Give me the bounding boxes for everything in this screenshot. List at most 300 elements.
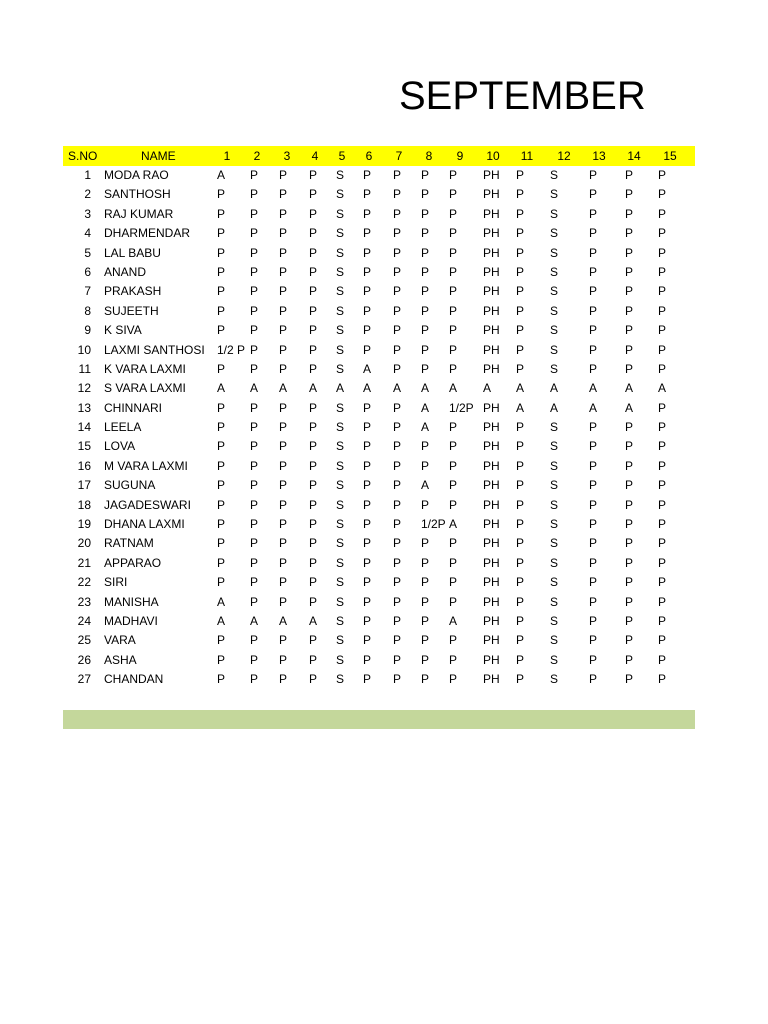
attendance-mark: A: [550, 381, 559, 396]
attendance-mark: P: [217, 536, 226, 551]
attendance-mark: A: [421, 420, 430, 435]
row-sno: 10: [77, 342, 91, 357]
attendance-mark: P: [449, 497, 458, 512]
attendance-mark: P: [217, 323, 226, 338]
attendance-mark: P: [279, 226, 288, 241]
attendance-mark: P: [217, 245, 226, 260]
row-name: MADHAVI: [104, 613, 158, 628]
attendance-mark: PH: [483, 226, 500, 241]
attendance-mark: P: [589, 206, 598, 221]
attendance-mark: P: [589, 168, 598, 182]
attendance-mark: P: [449, 420, 458, 435]
attendance-mark: P: [625, 633, 634, 648]
attendance-mark: PH: [483, 633, 500, 648]
attendance-mark: P: [217, 652, 226, 667]
attendance-mark: P: [516, 284, 525, 299]
attendance-mark: P: [217, 633, 226, 648]
attendance-mark: A: [516, 381, 525, 396]
attendance-mark: P: [516, 555, 525, 570]
attendance-mark: P: [363, 206, 372, 221]
attendance-mark: P: [363, 633, 372, 648]
attendance-mark: PH: [483, 458, 500, 473]
attendance-mark: P: [279, 264, 288, 279]
attendance-mark: P: [393, 478, 402, 493]
attendance-mark: P: [309, 187, 318, 202]
attendance-mark: A: [449, 613, 458, 628]
attendance-mark: P: [658, 245, 667, 260]
row-sno: 22: [77, 575, 91, 590]
row-name: ANAND: [104, 264, 147, 279]
attendance-mark: P: [625, 613, 634, 628]
attendance-mark: P: [250, 633, 259, 648]
header-sno: S.NO: [68, 149, 98, 163]
attendance-mark: P: [250, 575, 259, 590]
header-day: 13: [592, 149, 606, 163]
attendance-mark: P: [309, 400, 318, 415]
row-name: DHANA LAXMI: [104, 517, 185, 532]
attendance-mark: P: [516, 672, 525, 687]
table-row: [63, 224, 695, 243]
attendance-mark: A: [250, 613, 259, 628]
attendance-mark: P: [217, 555, 226, 570]
attendance-mark: P: [250, 323, 259, 338]
attendance-mark: P: [658, 575, 667, 590]
attendance-mark: P: [589, 245, 598, 260]
attendance-mark: S: [336, 575, 345, 590]
attendance-mark: P: [449, 342, 458, 357]
attendance-mark: S: [336, 633, 345, 648]
attendance-mark: S: [336, 264, 345, 279]
attendance-mark: P: [589, 497, 598, 512]
attendance-mark: P: [516, 575, 525, 590]
attendance-mark: P: [363, 652, 372, 667]
attendance-mark: P: [589, 361, 598, 376]
row-name: S VARA LAXMI: [104, 381, 186, 396]
attendance-mark: A: [309, 613, 318, 628]
attendance-mark: P: [393, 672, 402, 687]
attendance-mark: S: [336, 613, 345, 628]
attendance-mark: P: [309, 536, 318, 551]
attendance-mark: S: [336, 439, 345, 454]
attendance-mark: S: [550, 575, 559, 590]
attendance-mark: P: [217, 264, 226, 279]
attendance-mark: P: [589, 672, 598, 687]
attendance-mark: P: [449, 168, 458, 182]
attendance-mark: P: [658, 400, 667, 415]
attendance-mark: A: [250, 381, 259, 396]
attendance-mark: P: [279, 497, 288, 512]
table-row: [63, 670, 695, 689]
attendance-mark: S: [550, 342, 559, 357]
attendance-mark: P: [393, 168, 402, 182]
attendance-mark: S: [550, 439, 559, 454]
attendance-mark: P: [217, 361, 226, 376]
attendance-mark: P: [658, 555, 667, 570]
attendance-mark: P: [250, 517, 259, 532]
header-day: 10: [486, 149, 500, 163]
attendance-mark: P: [449, 555, 458, 570]
attendance-mark: P: [309, 478, 318, 493]
header-day: 8: [425, 149, 433, 163]
attendance-mark: A: [625, 400, 634, 415]
attendance-mark: P: [625, 284, 634, 299]
attendance-mark: P: [279, 168, 288, 182]
attendance-mark: P: [363, 439, 372, 454]
attendance-mark: P: [449, 536, 458, 551]
attendance-mark: PH: [483, 187, 500, 202]
attendance-mark: P: [421, 245, 430, 260]
attendance-mark: P: [516, 168, 525, 182]
table-row: [63, 612, 695, 631]
attendance-mark: P: [625, 420, 634, 435]
table-row: [63, 496, 695, 515]
attendance-mark: P: [658, 284, 667, 299]
attendance-mark: P: [658, 672, 667, 687]
attendance-mark: P: [658, 652, 667, 667]
attendance-mark: S: [550, 633, 559, 648]
attendance-mark: P: [393, 361, 402, 376]
attendance-mark: S: [550, 497, 559, 512]
attendance-mark: S: [550, 652, 559, 667]
attendance-mark: P: [250, 342, 259, 357]
attendance-mark: P: [393, 458, 402, 473]
attendance-mark: P: [516, 613, 525, 628]
attendance-mark: P: [250, 245, 259, 260]
attendance-mark: S: [336, 652, 345, 667]
attendance-mark: P: [363, 555, 372, 570]
attendance-mark: P: [625, 439, 634, 454]
attendance-mark: P: [516, 517, 525, 532]
attendance-mark: PH: [483, 168, 500, 182]
attendance-mark: P: [279, 206, 288, 221]
attendance-mark: P: [589, 517, 598, 532]
attendance-mark: S: [336, 478, 345, 493]
attendance-mark: P: [279, 594, 288, 609]
attendance-mark: P: [309, 575, 318, 590]
attendance-mark: P: [309, 633, 318, 648]
attendance-mark: A: [658, 381, 667, 396]
attendance-mark: P: [393, 497, 402, 512]
attendance-mark: P: [393, 303, 402, 318]
attendance-mark: P: [421, 226, 430, 241]
row-sno: 14: [77, 420, 91, 435]
attendance-mark: S: [336, 420, 345, 435]
attendance-mark: P: [421, 555, 430, 570]
row-name: SANTHOSH: [104, 187, 171, 202]
attendance-mark: P: [421, 361, 430, 376]
attendance-mark: S: [550, 245, 559, 260]
attendance-mark: A: [217, 613, 226, 628]
table-row: [63, 166, 695, 185]
attendance-mark: P: [363, 575, 372, 590]
attendance-mark: P: [589, 575, 598, 590]
attendance-mark: P: [589, 264, 598, 279]
attendance-mark: P: [250, 555, 259, 570]
row-name: LAXMI SANTHOSI: [104, 342, 205, 357]
attendance-mark: P: [589, 187, 598, 202]
attendance-mark: A: [421, 381, 430, 396]
row-sno: 21: [77, 555, 91, 570]
attendance-mark: P: [589, 458, 598, 473]
attendance-mark: P: [589, 303, 598, 318]
row-sno: 16: [77, 458, 91, 473]
attendance-mark: 1/2 P: [217, 342, 246, 357]
attendance-mark: A: [393, 381, 402, 396]
attendance-mark: S: [550, 672, 559, 687]
row-sno: 27: [77, 672, 91, 687]
attendance-mark: P: [279, 517, 288, 532]
attendance-mark: A: [217, 168, 226, 182]
attendance-mark: S: [336, 206, 345, 221]
attendance-mark: P: [589, 439, 598, 454]
attendance-mark: P: [309, 303, 318, 318]
attendance-mark: S: [336, 497, 345, 512]
attendance-mark: P: [309, 342, 318, 357]
attendance-mark: P: [217, 187, 226, 202]
attendance-mark: P: [217, 400, 226, 415]
attendance-mark: P: [658, 168, 667, 182]
attendance-mark: P: [516, 536, 525, 551]
attendance-mark: P: [421, 264, 430, 279]
attendance-mark: P: [309, 206, 318, 221]
attendance-mark: P: [279, 439, 288, 454]
attendance-mark: PH: [483, 652, 500, 667]
header-day: 7: [395, 149, 403, 163]
attendance-mark: P: [658, 613, 667, 628]
table-row: [63, 321, 695, 340]
attendance-mark: P: [217, 672, 226, 687]
attendance-mark: P: [309, 226, 318, 241]
row-sno: 3: [84, 206, 91, 221]
row-sno: 12: [77, 381, 91, 396]
header-day: 14: [627, 149, 641, 163]
attendance-mark: S: [550, 536, 559, 551]
attendance-mark: PH: [483, 594, 500, 609]
attendance-mark: PH: [483, 342, 500, 357]
attendance-mark: P: [516, 420, 525, 435]
attendance-mark: 1/2P: [449, 400, 474, 415]
attendance-mark: P: [393, 575, 402, 590]
attendance-mark: S: [550, 420, 559, 435]
attendance-mark: S: [336, 458, 345, 473]
attendance-mark: A: [421, 478, 430, 493]
attendance-mark: P: [516, 652, 525, 667]
attendance-mark: A: [483, 381, 492, 396]
attendance-mark: A: [309, 381, 318, 396]
attendance-mark: S: [550, 284, 559, 299]
attendance-mark: P: [625, 342, 634, 357]
header-day: 11: [520, 149, 534, 163]
attendance-mark: P: [516, 187, 525, 202]
attendance-mark: P: [217, 206, 226, 221]
attendance-mark: S: [550, 206, 559, 221]
attendance-mark: P: [516, 478, 525, 493]
header-day: 9: [456, 149, 464, 163]
table-row: [63, 534, 695, 553]
attendance-mark: S: [550, 168, 559, 182]
attendance-mark: P: [449, 303, 458, 318]
attendance-mark: P: [309, 555, 318, 570]
row-sno: 17: [77, 478, 91, 493]
attendance-mark: P: [421, 575, 430, 590]
attendance-mark: P: [309, 264, 318, 279]
row-name: CHINNARI: [104, 400, 163, 415]
attendance-mark: P: [279, 361, 288, 376]
attendance-mark: P: [421, 323, 430, 338]
attendance-mark: P: [589, 478, 598, 493]
footer-bar: [63, 710, 695, 729]
row-sno: 26: [77, 652, 91, 667]
attendance-mark: P: [421, 284, 430, 299]
attendance-mark: P: [309, 361, 318, 376]
attendance-mark: P: [589, 342, 598, 357]
attendance-mark: P: [658, 497, 667, 512]
attendance-mark: P: [421, 672, 430, 687]
attendance-mark: P: [516, 323, 525, 338]
attendance-mark: A: [589, 381, 598, 396]
attendance-mark: P: [250, 458, 259, 473]
attendance-mark: P: [309, 245, 318, 260]
attendance-mark: P: [309, 672, 318, 687]
row-sno: 9: [84, 323, 91, 338]
attendance-mark: P: [309, 497, 318, 512]
attendance-mark: P: [625, 303, 634, 318]
attendance-mark: P: [250, 594, 259, 609]
attendance-mark: PH: [483, 439, 500, 454]
attendance-mark: P: [516, 439, 525, 454]
attendance-mark: P: [393, 613, 402, 628]
attendance-mark: P: [250, 439, 259, 454]
attendance-mark: A: [217, 594, 226, 609]
page-title: SEPTEMBER: [399, 74, 646, 118]
attendance-mark: P: [421, 613, 430, 628]
attendance-mark: P: [250, 303, 259, 318]
attendance-mark: S: [550, 613, 559, 628]
attendance-mark: P: [393, 400, 402, 415]
header-day: 4: [311, 149, 319, 163]
attendance-mark: P: [421, 303, 430, 318]
attendance-mark: P: [363, 420, 372, 435]
attendance-mark: P: [589, 536, 598, 551]
attendance-mark: P: [658, 594, 667, 609]
header-day: 15: [663, 149, 677, 163]
attendance-mark: P: [589, 226, 598, 241]
attendance-mark: P: [589, 594, 598, 609]
attendance-mark: S: [336, 517, 345, 532]
table-row: [63, 244, 695, 263]
header-day: 3: [283, 149, 291, 163]
attendance-mark: P: [516, 497, 525, 512]
table-row: [63, 360, 695, 379]
attendance-mark: A: [550, 400, 559, 415]
attendance-mark: S: [336, 187, 345, 202]
attendance-mark: P: [217, 497, 226, 512]
attendance-mark: S: [550, 361, 559, 376]
attendance-mark: S: [336, 361, 345, 376]
attendance-mark: PH: [483, 264, 500, 279]
row-name: DHARMENDAR: [104, 226, 191, 241]
attendance-mark: P: [279, 555, 288, 570]
attendance-mark: P: [589, 323, 598, 338]
attendance-mark: A: [516, 400, 525, 415]
table-row: [63, 185, 695, 204]
row-sno: 13: [77, 400, 91, 415]
attendance-mark: P: [250, 400, 259, 415]
attendance-mark: P: [393, 264, 402, 279]
attendance-mark: P: [625, 478, 634, 493]
attendance-mark: P: [516, 245, 525, 260]
row-name: K SIVA: [104, 323, 142, 338]
attendance-mark: P: [279, 575, 288, 590]
attendance-mark: P: [625, 652, 634, 667]
attendance-mark: P: [393, 342, 402, 357]
table-row: [63, 476, 695, 495]
attendance-mark: P: [363, 478, 372, 493]
attendance-mark: P: [393, 187, 402, 202]
attendance-mark: P: [279, 478, 288, 493]
attendance-mark: 1/2P: [421, 517, 446, 532]
attendance-mark: S: [336, 672, 345, 687]
attendance-mark: PH: [483, 284, 500, 299]
attendance-mark: P: [363, 613, 372, 628]
attendance-mark: S: [336, 342, 345, 357]
attendance-mark: S: [550, 226, 559, 241]
attendance-mark: P: [309, 652, 318, 667]
attendance-mark: P: [250, 168, 259, 182]
attendance-mark: P: [516, 633, 525, 648]
row-sno: 1: [84, 168, 91, 182]
attendance-mark: P: [363, 517, 372, 532]
attendance-mark: PH: [483, 245, 500, 260]
attendance-mark: P: [589, 284, 598, 299]
attendance-mark: P: [658, 439, 667, 454]
attendance-mark: P: [449, 264, 458, 279]
attendance-mark: P: [279, 672, 288, 687]
table-row: [63, 593, 695, 612]
row-name: SUJEETH: [104, 303, 159, 318]
attendance-mark: P: [363, 400, 372, 415]
attendance-mark: A: [363, 381, 372, 396]
table-row: [63, 263, 695, 282]
attendance-mark: P: [250, 497, 259, 512]
attendance-mark: P: [658, 187, 667, 202]
row-name: MANISHA: [104, 594, 159, 609]
row-name: CHANDAN: [104, 672, 164, 687]
header-name: NAME: [141, 149, 176, 163]
attendance-mark: P: [279, 245, 288, 260]
attendance-mark: P: [250, 264, 259, 279]
attendance-mark: P: [658, 458, 667, 473]
attendance-mark: P: [658, 420, 667, 435]
attendance-mark: P: [421, 458, 430, 473]
attendance-mark: P: [279, 323, 288, 338]
row-sno: 24: [77, 613, 91, 628]
attendance-mark: P: [279, 633, 288, 648]
attendance-mark: P: [250, 187, 259, 202]
attendance-mark: P: [363, 264, 372, 279]
attendance-mark: P: [658, 342, 667, 357]
attendance-mark: S: [550, 187, 559, 202]
attendance-mark: P: [421, 168, 430, 182]
attendance-mark: A: [449, 517, 458, 532]
attendance-mark: S: [550, 555, 559, 570]
attendance-mark: A: [449, 381, 458, 396]
row-sno: 2: [84, 187, 91, 202]
attendance-mark: S: [336, 536, 345, 551]
attendance-mark: P: [658, 478, 667, 493]
attendance-mark: P: [363, 284, 372, 299]
attendance-mark: P: [309, 594, 318, 609]
